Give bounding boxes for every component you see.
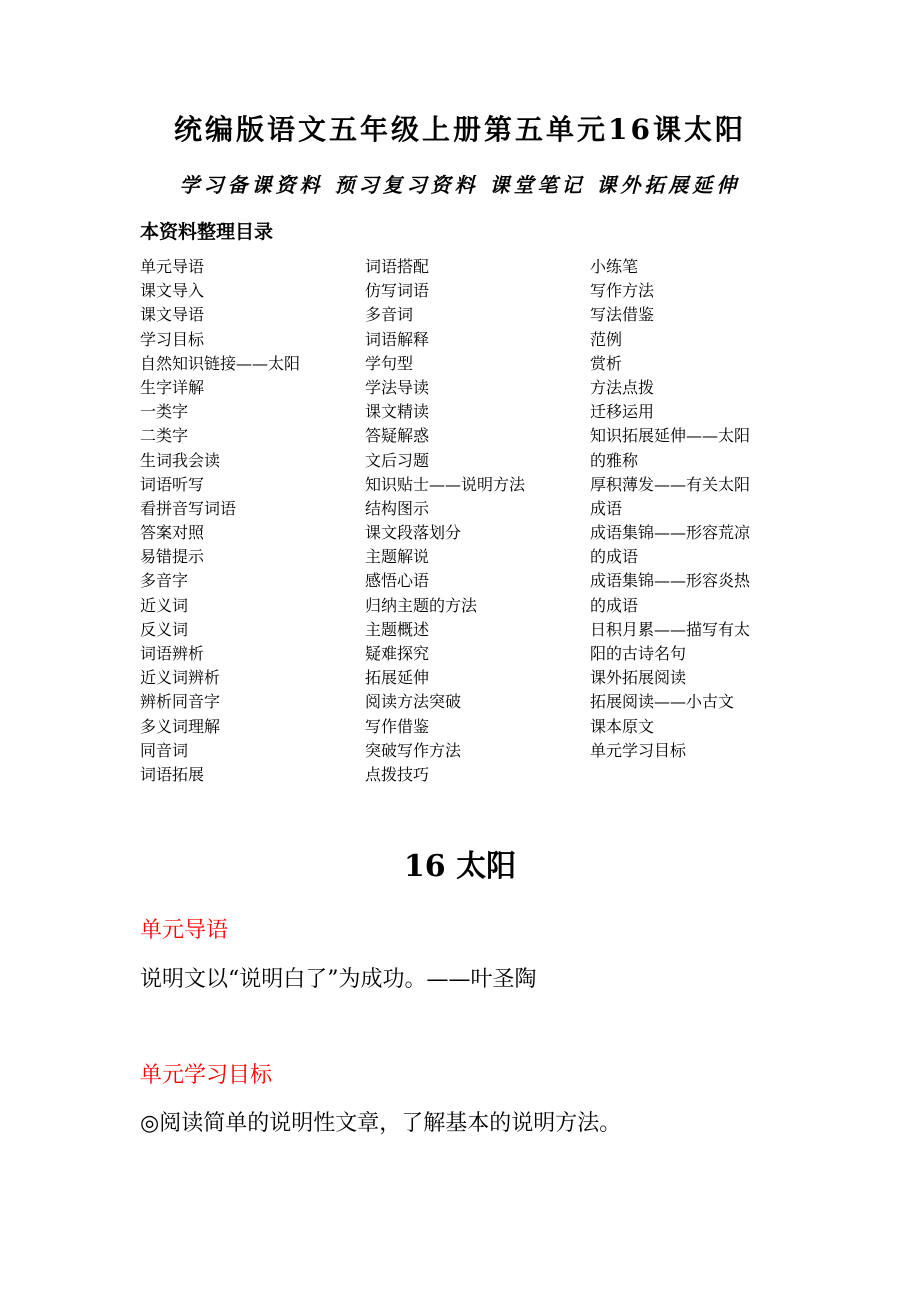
toc-item: 点拨技巧 [365,764,430,784]
document-title: 统编版语文五年级上册第五单元16课太阳 [174,113,746,146]
unit-intro-quote: 说明文以“说明白了”为成功。——叶圣陶 [140,967,537,992]
toc-item: 日积月累——描写有太 [590,619,751,639]
toc-item: 词语搭配 [365,257,430,276]
toc-item: 感悟心语 [365,571,430,591]
toc-item: 成语集锦——形容炎热 [590,571,751,591]
toc-item: 词语辨析 [140,644,205,663]
toc-item: 单元导语 [140,257,205,276]
toc-item: 课文导入 [140,281,205,301]
toc-item: 小练笔 [590,257,639,276]
toc-item: 突破写作方法 [365,740,462,760]
toc-item: 课文导语 [140,305,205,325]
toc-item: 的成语 [590,547,639,567]
toc-item: 厚积薄发——有关太阳 [590,474,751,494]
toc-item: 疑难探究 [365,644,430,663]
toc-item: 单元学习目标 [590,740,687,760]
toc-column-2 [365,255,580,787]
toc-item: 课外拓展阅读 [590,668,687,688]
document-subtitle: 学习备课资料 预习复习资料 课堂笔记 课外拓展延伸 [179,173,741,197]
toc-item: 的成语 [590,595,639,615]
toc-column-1 [140,255,355,787]
toc-item: 成语集锦——形容荒凉 [590,523,751,543]
section-heading-learning-goals: 单元学习目标 [140,1063,273,1088]
toc-item: 成语 [590,498,623,518]
toc-item: 看拼音写词语 [140,498,237,518]
toc-item: 学法导读 [365,377,430,397]
toc-item: 近义词辨析 [140,668,221,688]
toc-column-3 [590,255,790,763]
toc-item: 易错提示 [140,547,205,567]
toc-item: 课文精读 [365,402,430,422]
toc-item: 学习目标 [140,329,205,349]
toc-item: 阳的古诗名句 [590,644,687,663]
toc-item: 词语拓展 [140,764,205,784]
toc-item: 文后习题 [365,450,430,470]
toc-item: 写法借鉴 [590,305,655,325]
toc-item: 多音词 [365,305,414,325]
toc-item: 拓展阅读——小古文 [590,692,735,712]
toc-item: 自然知识链接——太阳 [140,353,301,373]
toc-item: 写作借鉴 [365,716,430,736]
toc-item: 二类字 [140,426,189,446]
section-heading-unit-intro: 单元导语 [140,918,229,943]
toc-item: 生词我会读 [140,450,221,470]
toc-item: 词语解释 [365,329,430,349]
toc-item: 近义词 [140,595,189,615]
toc-item: 仿写词语 [365,281,430,301]
toc-item: 反义词 [140,619,189,639]
toc-item: 范例 [590,329,623,349]
toc-heading: 本资料整理目录 [140,221,274,243]
toc-item: 主题概述 [365,619,430,639]
toc-item: 答疑解惑 [365,426,430,446]
toc-item: 同音词 [140,740,189,760]
toc-item: 知识拓展延伸——太阳 [590,426,751,446]
toc-item: 辨析同音字 [140,692,221,712]
toc-item: 学句型 [365,353,414,373]
toc-item: 课本原文 [590,716,655,736]
toc-item: 知识贴士——说明方法 [365,474,526,494]
toc-item: 方法点拨 [590,377,655,397]
toc-item: 多义词理解 [140,716,221,736]
toc-item: 赏析 [590,353,623,373]
toc-item: 的雅称 [590,450,639,470]
toc-item: 生字详解 [140,377,205,397]
lesson-title: 16 太阳 [403,849,517,884]
toc-item: 归纳主题的方法 [365,595,478,615]
toc-item: 主题解说 [365,547,430,567]
learning-goal-text: ◎阅读简单的说明性文章，了解基本的说明方法。 [140,1111,622,1136]
toc-item: 拓展延伸 [365,668,430,688]
toc-item: 一类字 [140,402,189,422]
toc-item: 结构图示 [365,498,430,518]
toc-item: 阅读方法突破 [365,692,462,712]
toc-item: 多音字 [140,571,189,591]
toc-item: 课文段落划分 [365,523,462,543]
toc-item: 答案对照 [140,523,205,543]
toc-item: 迁移运用 [590,402,655,422]
toc-item: 词语听写 [140,474,205,494]
toc-item: 写作方法 [590,281,655,301]
